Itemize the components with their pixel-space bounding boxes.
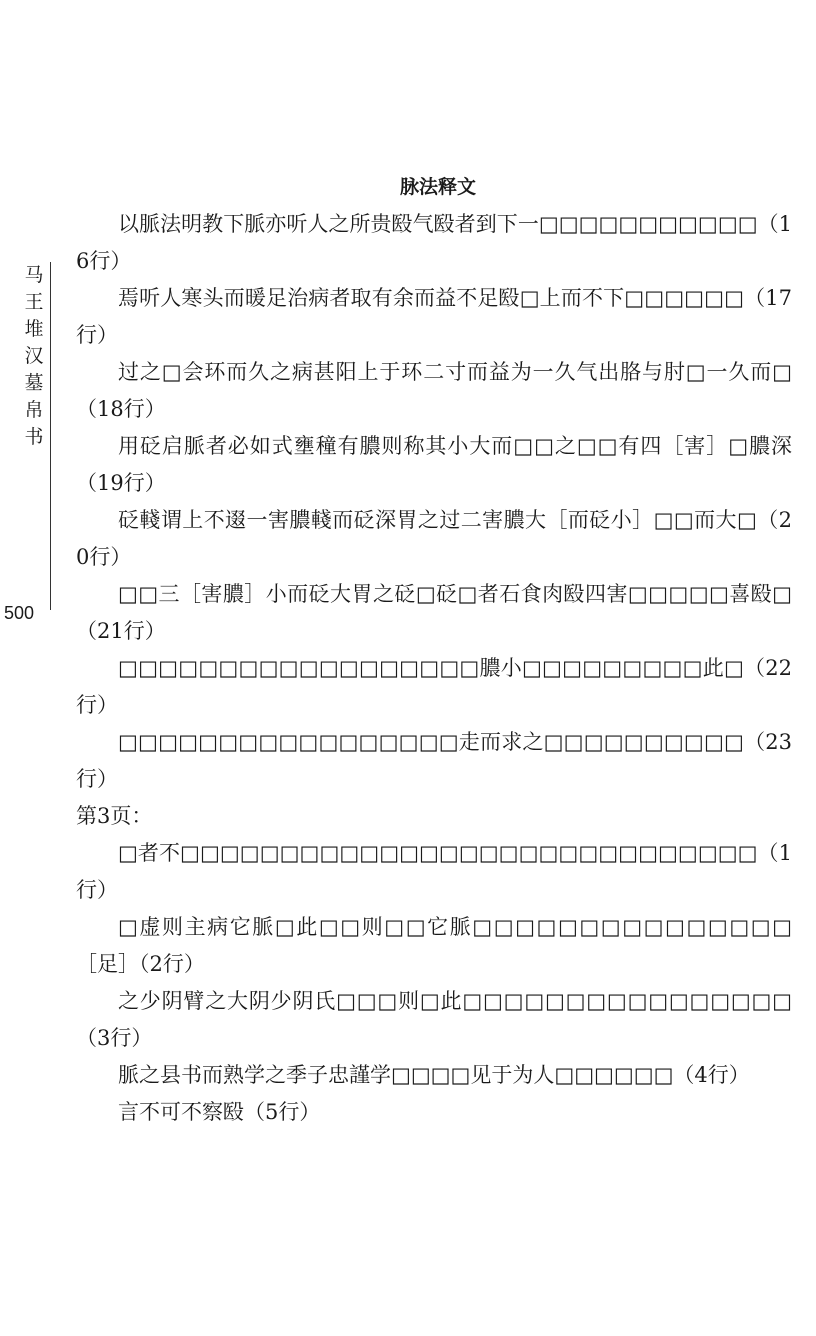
page-label: 第3页： xyxy=(76,804,153,828)
paragraph: □者不□□□□□□□□□□□□□□□□□□□□□□□□□□□□□（1行） xyxy=(76,841,792,902)
paragraph: 过之□会环而久之病甚阳上于环二寸而益为一久气出胳与肘□一久而□（18行） xyxy=(76,360,792,421)
paragraph: 言不可不察殹（5行） xyxy=(118,1100,321,1124)
paragraph: □□□□□□□□□□□□□□□□□走而求之□□□□□□□□□□（23行） xyxy=(76,730,792,791)
paragraph: 砭輚谓上不逫一害膿輚而砭深胃之过二害膿大［而砭小］□□而大□（20行） xyxy=(76,508,792,569)
paragraph: 之少阴臂之大阴少阴氏□□□则□此□□□□□□□□□□□□□□□□（3行） xyxy=(76,989,792,1050)
paragraph: 脈之县书而熟学之季子忠謹学□□□□见于为人□□□□□□（4行） xyxy=(118,1063,750,1087)
paragraph: 以脈法明教下脈亦听人之所贵殹气殹者到下一□□□□□□□□□□□（16行） xyxy=(76,212,792,273)
page-number: 500 xyxy=(4,603,35,623)
paragraph: 焉听人寒头而暖足治病者取有余而益不足殹□上而不下□□□□□□（17行） xyxy=(76,286,792,347)
paragraph: □□三［害膿］小而砭大胃之砭□砭□者石食肉殹四害□□□□□喜殹□（21行） xyxy=(76,582,792,643)
margin-rule xyxy=(50,262,51,610)
paragraph: 用砭启脈者必如式壅穜有膿则称其小大而□□之□□有四［害］□膿深（19行） xyxy=(76,434,792,495)
paragraph: □虚则主病它脈□此□□则□□它脈□□□□□□□□□□□□□□□［足］（2行） xyxy=(76,915,792,976)
body-text xyxy=(76,206,792,1131)
paragraph: □□□□□□□□□□□□□□□□□□膿小□□□□□□□□□此□（22行） xyxy=(76,656,792,717)
running-head: 马王堆汉墓帛书 xyxy=(24,264,44,448)
section-title: 脉法释文 xyxy=(399,176,476,198)
